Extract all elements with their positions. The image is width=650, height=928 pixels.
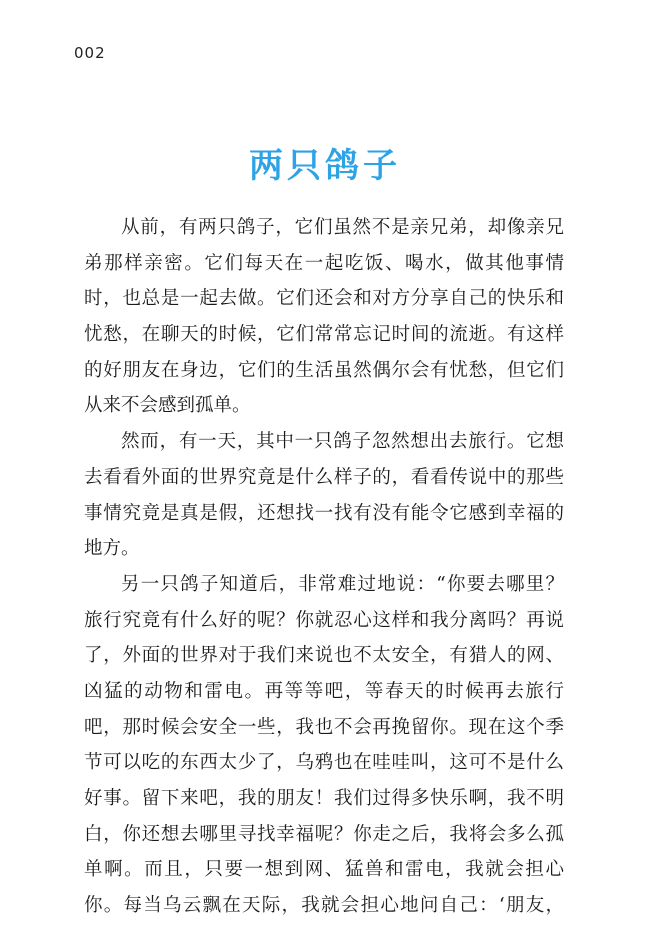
text-line: 了，外面的世界对于我们来说也不太安全，有猎人的网、	[84, 645, 564, 667]
text-line: 旅行究竟有什么好的呢？你就忍心这样和我分离吗？再说	[84, 609, 564, 631]
page-number: 002	[74, 44, 106, 62]
text-line: 从来不会感到孤单。	[84, 395, 251, 417]
text-line: 白，你还想去哪里寻找幸福呢？你走之后，我将会多么孤	[84, 823, 564, 845]
text-line: 然而，有一天，其中一只鸽子忽然想出去旅行。它想	[121, 431, 564, 453]
text-line: 事情究竟是真是假，还想找一找有没有能令它感到幸福的	[84, 502, 564, 524]
chapter-title: 两只鸽子	[249, 146, 401, 186]
text-line: 你。每当乌云飘在天际，我就会担心地问自己：‘朋友，	[84, 895, 564, 917]
text-line: 凶猛的动物和雷电。再等等吧，等春天的时候再去旅行	[84, 680, 564, 702]
text-line: 忧愁，在聊天的时候，它们常常忘记时间的流逝。有这样	[84, 324, 564, 346]
text-line: 地方。	[84, 538, 140, 560]
text-line: 的好朋友在身边，它们的生活虽然偶尔会有忧愁，但它们	[84, 359, 564, 381]
text-line: 时，也总是一起去做。它们还会和对方分享自己的快乐和	[84, 288, 564, 310]
text-line: 好事。留下来吧，我的朋友！我们过得多快乐啊，我不明	[84, 788, 564, 809]
text-line: 吧，那时候会安全一些，我也不会再挽留你。现在这个季	[84, 716, 564, 738]
text-line: 去看看外面的世界究竟是什么样子的，看看传说中的那些	[84, 466, 564, 488]
story-body	[84, 210, 564, 924]
text-line: 弟那样亲密。它们每天在一起吃饭、喝水，做其他事情	[84, 252, 564, 274]
text-line: 节可以吃的东西太少了，乌鸦也在哇哇叫，这可不是什么	[84, 752, 564, 774]
text-line: 从前，有两只鸽子，它们虽然不是亲兄弟，却像亲兄	[121, 217, 564, 238]
text-line: 单啊。而且，只要一想到网、猛兽和雷电，我就会担心	[84, 859, 564, 881]
text-line: 另一只鸽子知道后，非常难过地说：“你要去哪里？	[121, 573, 564, 595]
